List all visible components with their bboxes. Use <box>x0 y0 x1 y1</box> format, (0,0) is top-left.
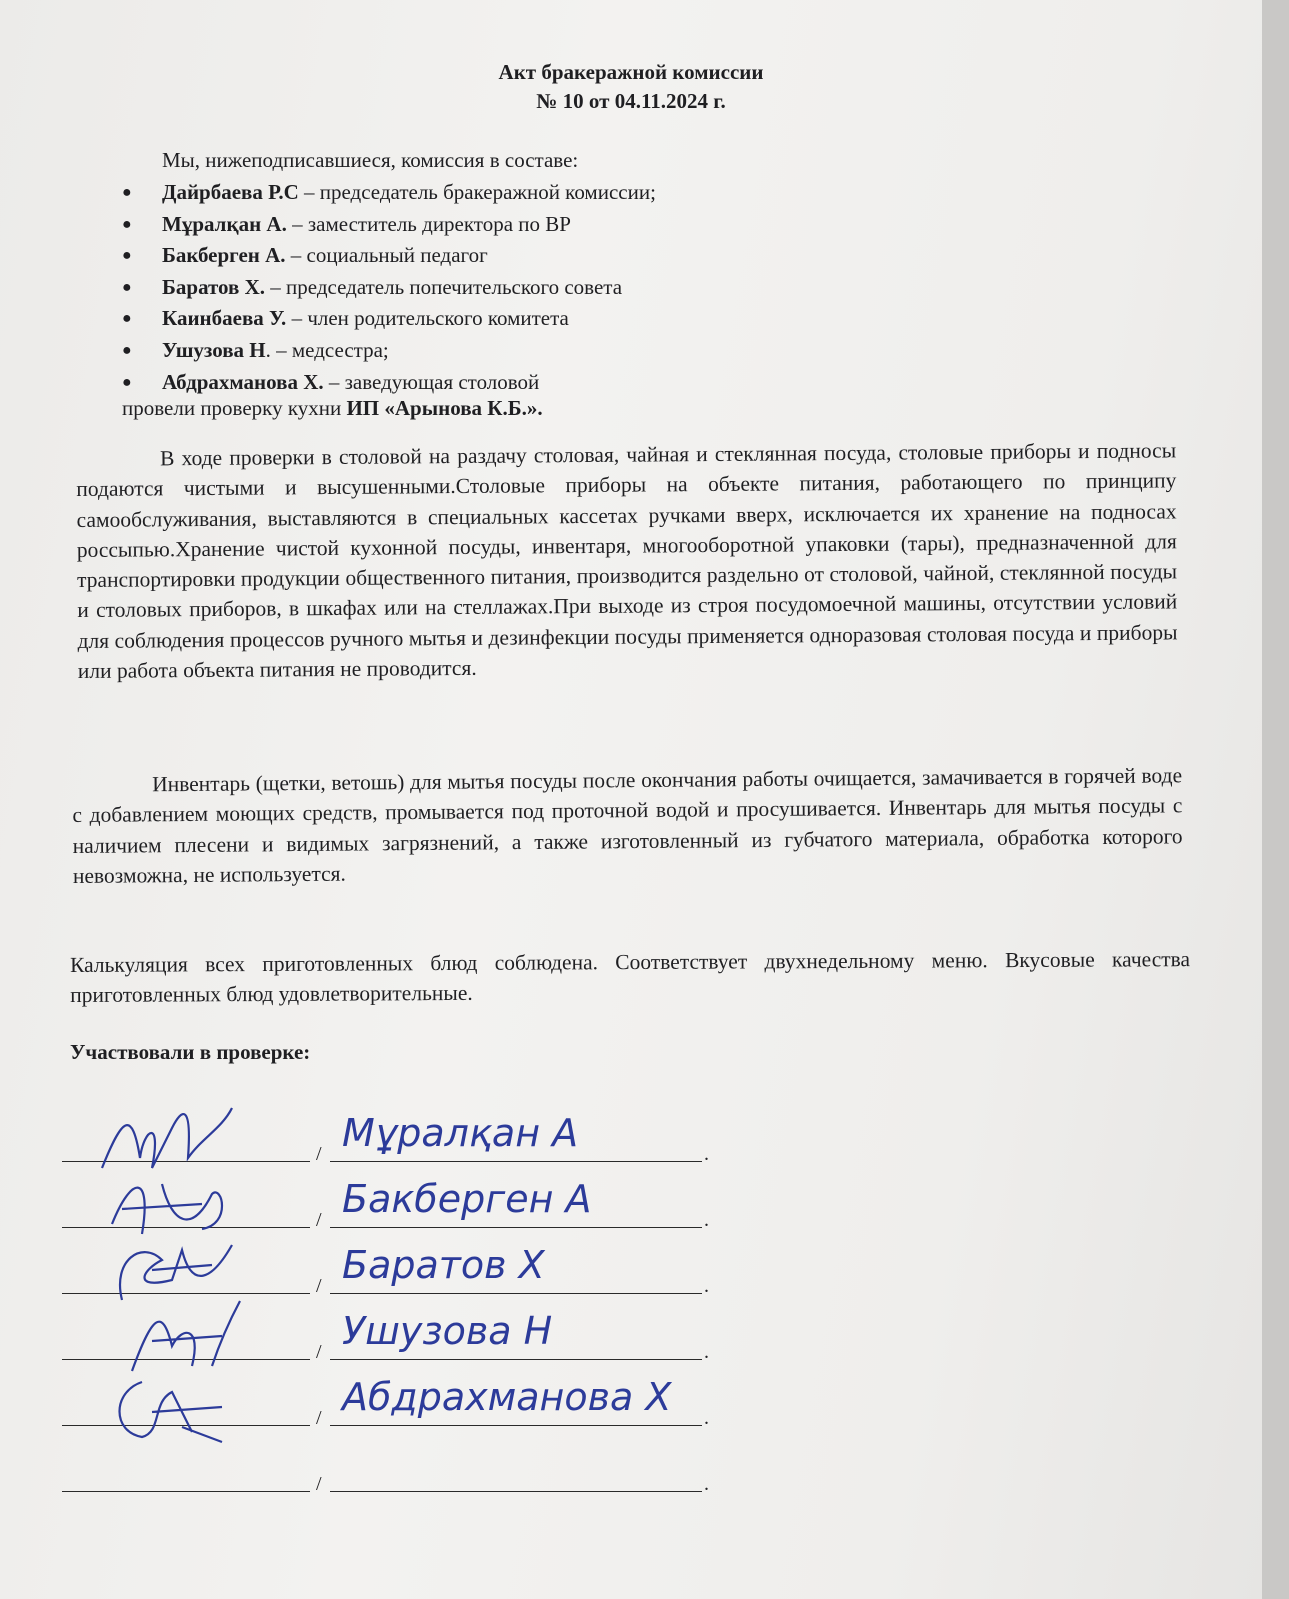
participants-label: Участвовали в проверке: <box>70 1040 311 1064</box>
member-name: Абдрахманова Х. <box>162 369 324 394</box>
handwritten-name <box>332 1300 704 1360</box>
document-title: Акт бракеражной комиссии <box>498 60 764 84</box>
bullet-icon: ● <box>122 247 132 265</box>
signature-row <box>62 1375 722 1429</box>
end-mark: . <box>704 1407 709 1429</box>
member-name: Дайрбаева Р.С <box>162 180 299 204</box>
end-mark: . <box>704 1143 709 1165</box>
member-item <box>122 367 656 399</box>
svg-text:Баратов Х: Баратов Х <box>342 1243 545 1287</box>
handwritten-name <box>332 1234 704 1294</box>
bullet-icon: ● <box>122 184 132 201</box>
bullet-icon: ● <box>122 341 132 359</box>
svg-text:Мұралқан А: Мұралқан А <box>342 1111 579 1155</box>
member-name: Баратов Х. <box>162 274 266 299</box>
commission-members-list <box>122 177 656 398</box>
separator: / <box>316 1341 322 1363</box>
member-name: Ушузова Н <box>162 337 266 362</box>
member-item <box>122 303 656 335</box>
member-role: . – медсестра; <box>265 337 389 362</box>
name-line <box>330 1491 702 1492</box>
paragraph-calculation: Калькуляция всех приготовленных блюд соблюдена. Соответствует двухнедельному меню. Вкусовые качества приготовленных блюд удовлетворительные. <box>70 947 1191 1008</box>
member-item <box>122 335 656 367</box>
member-role: – член родительского комитета <box>286 306 569 331</box>
svg-text:Ушузова Н: Ушузова Н <box>342 1309 553 1353</box>
signature-row <box>62 1177 722 1231</box>
background-edge <box>1262 0 1289 1599</box>
handwritten-name <box>332 1102 704 1162</box>
inspected-entity: ИП «Арынова К.Б.». <box>346 396 543 420</box>
end-mark: . <box>704 1275 709 1297</box>
bullet-icon: ● <box>122 310 132 328</box>
document-number-date: № 10 от 04.11.2024 г. <box>536 89 726 113</box>
handwritten-name <box>332 1168 704 1228</box>
member-item <box>122 209 656 241</box>
signature-row <box>62 1243 722 1297</box>
paragraph-dishes: В ходе проверки в столовой на раздачу столовая, чайная и стеклянная посуда, столовые приборы и подносы подаются чистыми и высушенными.Столовые приборы на объекте питания, работающего по принципу самообслуживания, выставляются в специальных кассетах ручками вверх, исключается их хранение на подносах россыпью.Хранение чистой кухонной посуды, инвентаря, многооборотной упаковки (тары), предназначенной для транспортировки продукции общественного питания, производится раздельно от столовой, чайной, стеклянной посуды и столовых приборов, в шкафах или на стеллажах.При выходе из строя посудомоечной машины, отсутствии условий для соблюдения процессов ручного мытья и дезинфекции посуды применяется одноразовая столовая посуда и приборы или работа объекта питания не проводится. <box>76 438 1178 684</box>
member-role: – заместитель директора по ВР <box>286 211 571 236</box>
end-mark: . <box>704 1473 709 1495</box>
member-role: – заведующая столовой <box>323 369 540 394</box>
bullet-icon: ● <box>122 278 132 296</box>
member-name: Каинбаева У. <box>162 306 287 331</box>
bullet-icon: ● <box>122 215 132 233</box>
inspection-conclusion <box>122 396 543 421</box>
svg-text:Абдрахманова Х: Абдрахманова Х <box>342 1375 672 1419</box>
member-item <box>122 240 656 272</box>
separator: / <box>316 1407 322 1429</box>
paragraph-inventory: Инвентарь (щетки, ветошь) для мытья посуды после окончания работы очищается, замачивается в горячей воде с добавлением моющих средств, промывается под проточной водой и просушивается. Инвентарь для мытья посуды с наличием плесени и видимых загрязнений, а также изготовленный из губчатого материала, обработка которого невозможна, не используется. <box>72 763 1183 888</box>
member-name: Бакберген А. <box>162 243 286 268</box>
signature-scribble <box>92 1362 242 1444</box>
signature-row <box>62 1452 722 1495</box>
separator: / <box>316 1143 322 1165</box>
member-item <box>122 272 656 304</box>
signature-line <box>62 1491 310 1492</box>
signature-row <box>62 1111 722 1165</box>
separator: / <box>316 1473 322 1495</box>
signature-row <box>62 1309 722 1363</box>
member-role: – председатель попечительского совета <box>265 274 623 299</box>
intro-text: Мы, нижеподписавшиеся, комиссия в составе: <box>162 148 579 172</box>
conclusion-prefix: провели проверку кухни <box>122 396 347 420</box>
member-name: Мұралқан А. <box>162 211 287 236</box>
svg-text:Бакберген А: Бакберген А <box>342 1177 592 1221</box>
bullet-icon: ● <box>122 373 132 391</box>
member-role: – социальный педагог <box>285 243 488 268</box>
end-mark: . <box>704 1341 709 1363</box>
member-role: – председатель бракеражной комиссии; <box>298 180 656 204</box>
handwritten-name <box>332 1366 704 1426</box>
end-mark: . <box>704 1209 709 1231</box>
separator: / <box>316 1275 322 1297</box>
separator: / <box>316 1209 322 1231</box>
member-item <box>122 177 656 209</box>
